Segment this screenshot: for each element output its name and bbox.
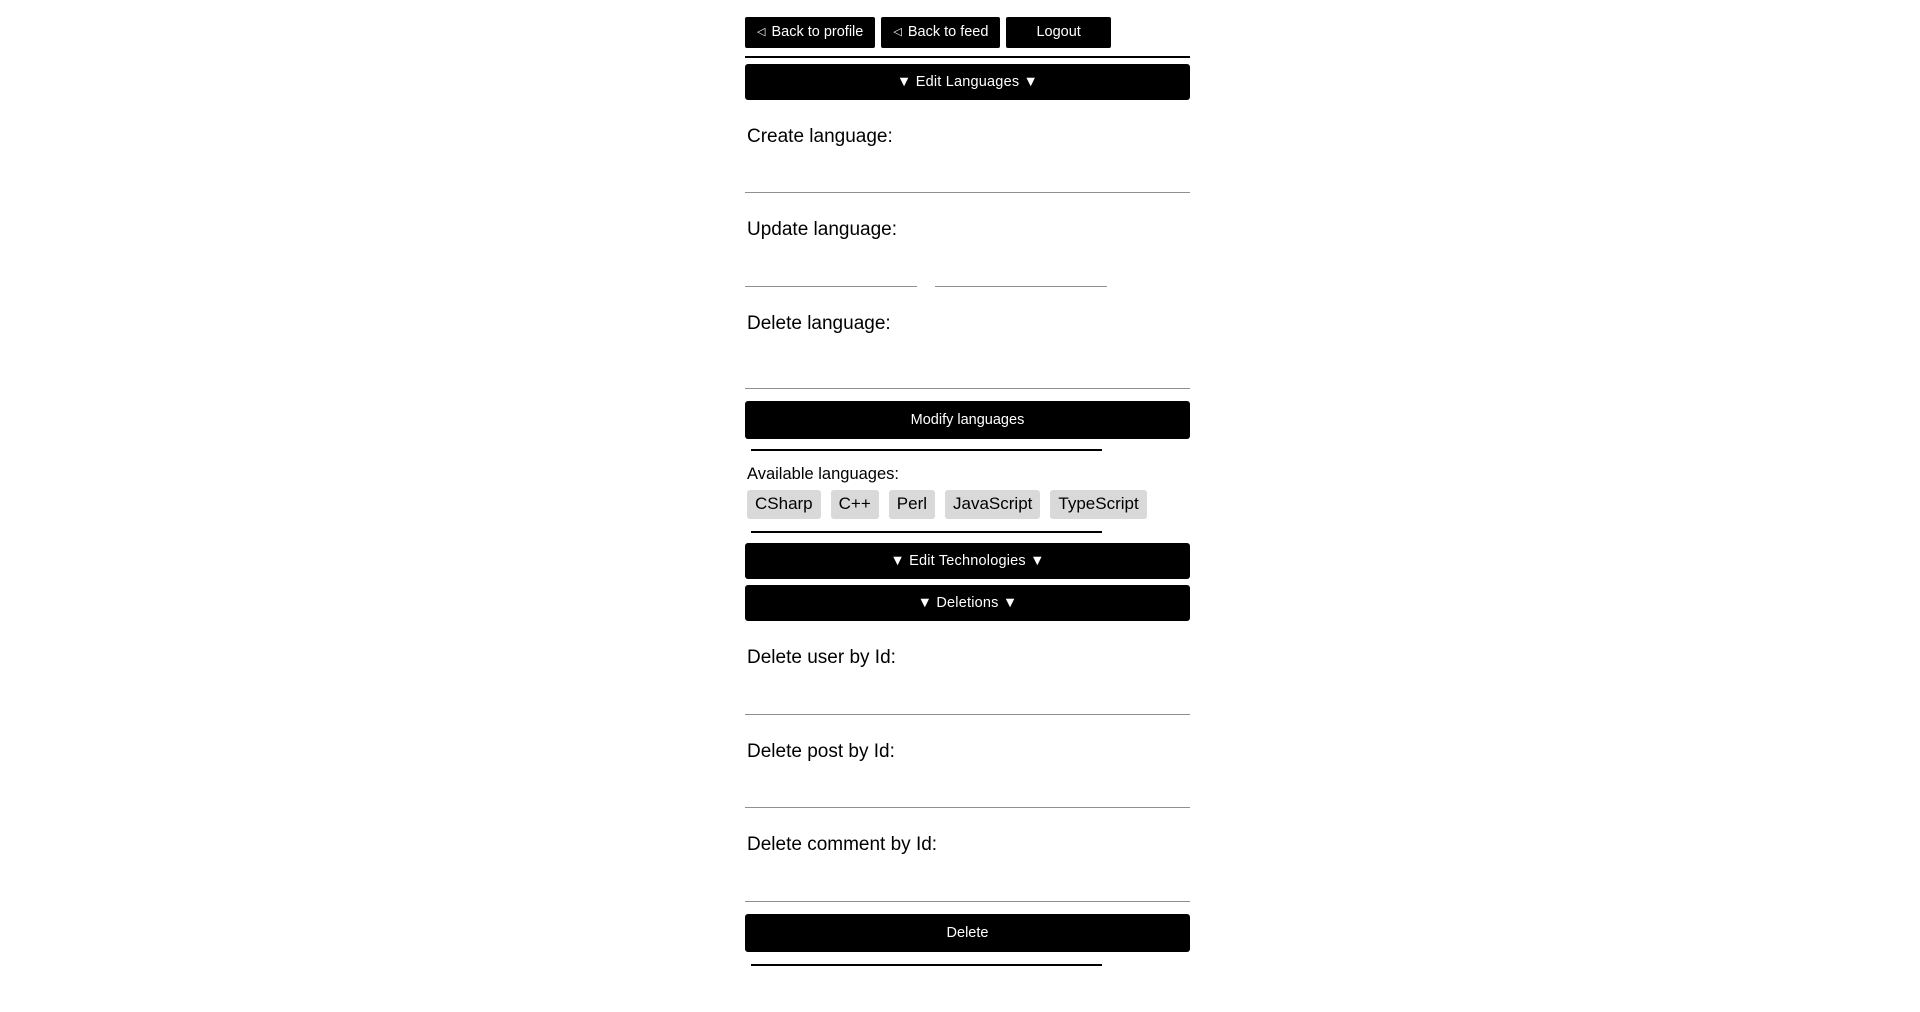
spacer — [745, 579, 1190, 585]
delete-post-label: Delete post by Id: — [747, 740, 895, 762]
language-chip[interactable]: C++ — [831, 490, 879, 519]
update-language-new-input[interactable] — [935, 259, 1107, 287]
modify-languages-button[interactable]: Modify languages — [745, 401, 1190, 439]
logout-button[interactable] — [1006, 17, 1110, 48]
delete-user-id-input[interactable] — [745, 687, 1190, 715]
top-navigation — [745, 0, 1190, 48]
language-chip[interactable]: JavaScript — [945, 490, 1040, 519]
languages-divider-bottom — [751, 531, 1102, 533]
delete-post-id-input[interactable] — [745, 780, 1190, 808]
nav-divider — [745, 56, 1190, 58]
available-languages-list — [747, 490, 1190, 519]
spacer — [745, 336, 1190, 344]
main-column — [745, 0, 1190, 976]
back-to-feed-button[interactable] — [881, 17, 1000, 48]
update-language-label: Update language: — [747, 219, 898, 241]
create-language-label: Create language: — [747, 125, 893, 147]
update-language-old-input[interactable] — [745, 259, 917, 287]
language-chip[interactable]: TypeScript — [1050, 490, 1146, 519]
languages-divider-top — [751, 449, 1102, 451]
delete-user-label: Delete user by Id: — [747, 646, 896, 668]
back-to-profile-button[interactable] — [745, 17, 875, 48]
back-arrow-icon: ◁ — [757, 25, 766, 38]
update-language-fields — [745, 242, 1190, 287]
deletions-divider-bottom — [751, 964, 1102, 966]
language-chip[interactable]: Perl — [889, 490, 935, 519]
create-language-input[interactable] — [745, 165, 1190, 193]
language-chip[interactable]: CSharp — [747, 490, 821, 519]
back-to-feed-label: Back to feed — [907, 24, 989, 40]
logout-label: Logout — [1036, 24, 1081, 40]
delete-language-input[interactable] — [745, 361, 1190, 389]
back-to-profile-label: Back to profile — [771, 24, 864, 40]
edit-languages-section-toggle[interactable]: ▼ Edit Languages ▼ — [745, 64, 1190, 100]
delete-button[interactable]: Delete — [745, 914, 1190, 952]
spacer — [745, 902, 1190, 914]
delete-language-label: Delete language: — [747, 313, 891, 335]
spacer — [745, 389, 1190, 401]
delete-comment-id-input[interactable] — [745, 874, 1190, 902]
delete-comment-label: Delete comment by Id: — [747, 834, 938, 856]
available-languages-label: Available languages: — [747, 464, 899, 483]
back-arrow-icon: ◁ — [893, 25, 902, 38]
deletions-section-toggle[interactable]: ▼ Deletions ▼ — [745, 585, 1190, 621]
edit-technologies-section-toggle[interactable]: ▼ Edit Technologies ▼ — [745, 543, 1190, 579]
